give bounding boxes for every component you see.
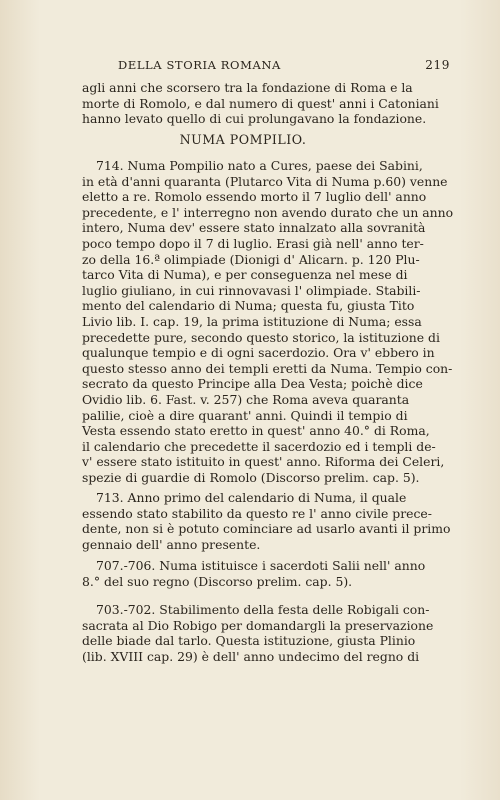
paragraph-713 — [82, 490, 451, 552]
text-line: tarco Vita di Numa), e per conseguenza nel mese di — [82, 267, 408, 283]
text-line: sacrata al Dio Robigo per domandargli la preservazione — [82, 617, 434, 633]
text-line: mento del calendario di Numa; questa fu, giusta Tito — [82, 298, 415, 314]
text-line: 713. Anno primo del calendario di Numa, il quale — [96, 490, 407, 505]
text-line: 707.-706. Numa istituisce i sacerdoti Salii nell' anno — [96, 558, 426, 573]
text-line: intero, Numa dev' essere stato innalzato alla sovranità — [82, 220, 426, 236]
text-line: Vesta essendo stato eretto in quest' anno 40.° di Roma, — [82, 423, 430, 439]
text-line: morte di Romolo, e dal numero di quest' anni i Catoniani — [82, 95, 439, 111]
paragraph-703 — [82, 602, 434, 664]
text-line: secrato da questo Principe alla Dea Vesta; poichè dice — [82, 376, 423, 392]
text-line: poco tempo dopo il 7 di luglio. Erasi già nell' anno ter- — [82, 235, 424, 251]
text-line: eletto a re. Romolo essendo morto il 7 luglio dell' anno — [82, 189, 427, 205]
intro-paragraph — [82, 80, 439, 127]
text-line: 8.° del suo regno (Discorso prelim. cap. 5). — [82, 573, 353, 589]
text-line: qualunque tempio e di ogni sacerdozio. Ora v' ebbero in — [82, 345, 435, 361]
text-line: agli anni che scorsero tra la fondazione di Roma e la — [82, 80, 413, 95]
text-line: precedette pure, secondo questo storico, la istituzione di — [82, 329, 440, 345]
running-title: DELLA STORIA ROMANA — [118, 58, 281, 72]
text-line: Ovidio lib. 6. Fast. v. 257) che Roma aveva quaranta — [82, 391, 410, 407]
text-line: 703.-702. Stabilimento della festa delle Robigali con- — [96, 602, 430, 617]
section-title: NUMA POMPILIO. — [179, 132, 307, 147]
text-line: essendo stato stabilito da questo re l' anno civile prece- — [82, 505, 432, 521]
text-line: v' essere stato istituito in quest' anno. Riforma dei Celeri, — [82, 454, 445, 470]
text-line: luglio giuliano, in cui rinnovavasi l' olimpiade. Stabili- — [82, 282, 421, 298]
text-line: delle biade dal tarlo. Questa istituzione, giusta Plinio — [82, 633, 416, 649]
text-line: precedente, e l' interregno non avendo durato che un anno — [82, 204, 454, 220]
text-line: questo stesso anno dei templi eretti da Numa. Tempio con- — [82, 360, 453, 376]
text-line: gennaio dell' anno presente. — [82, 536, 261, 552]
text-line: 714. Numa Pompilio nato a Cures, paese dei Sabini, — [96, 158, 423, 173]
page-number: 219 — [425, 58, 450, 72]
text-line: palilie, cioè a dire quarant' anni. Quindi il tempio di — [82, 407, 408, 423]
text-line: il calendario che precedette il sacerdozio ed i templi de- — [82, 438, 436, 454]
text-line: spezie di guardie di Romolo (Discorso prelim. cap. 5). — [82, 469, 420, 485]
text-line: zo della 16.ª olimpiade (Dionigi d' Alicarn. p. 120 Plu- — [82, 251, 420, 267]
text-line: Livio lib. I. cap. 19, la prima istituzione di Numa; essa — [82, 313, 422, 329]
text-line: dente, non si è potuto cominciare ad usarlo avanti il primo — [82, 521, 451, 537]
paragraph-707 — [82, 558, 426, 589]
text-line: (lib. XVIII cap. 29) è dell' anno undecimo del regno di — [82, 648, 420, 664]
text-line: in età d'anni quaranta (Plutarco Vita di Numa p.60) venne — [82, 173, 448, 189]
paragraph-714 — [82, 158, 454, 485]
text-line: hanno levato quello di cui prolungavano la fondazione. — [82, 111, 427, 127]
